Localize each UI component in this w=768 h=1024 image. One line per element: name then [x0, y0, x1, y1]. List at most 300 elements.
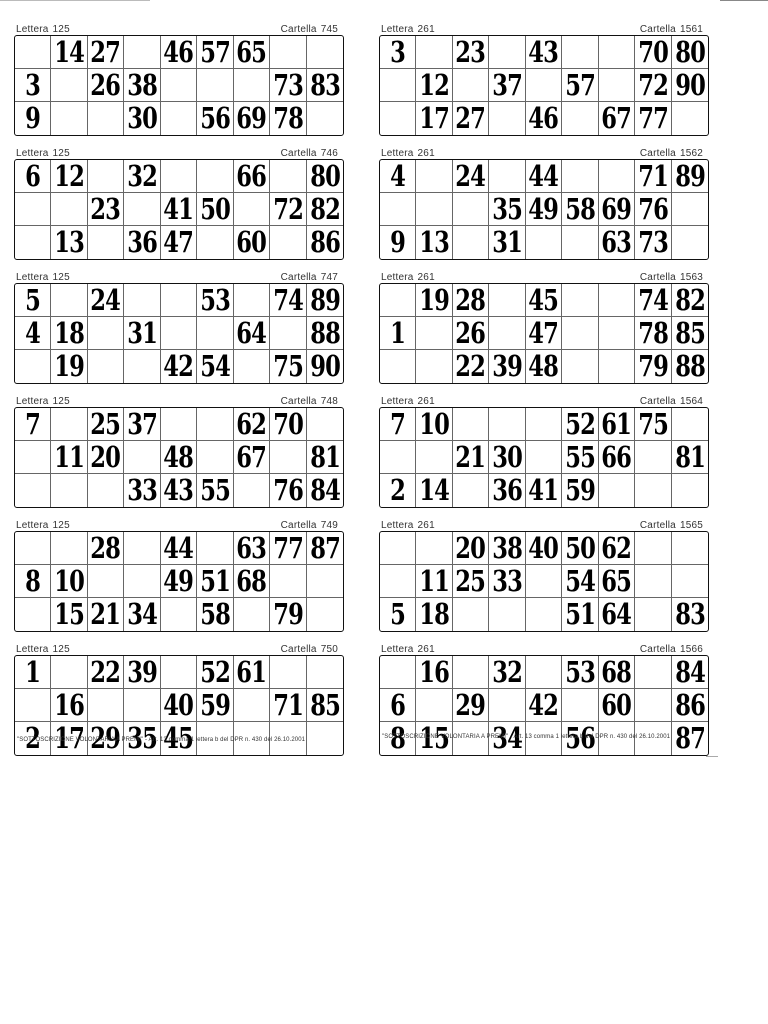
grid-cell	[416, 474, 452, 507]
card-header	[14, 642, 344, 655]
grid-cell	[161, 102, 197, 135]
grid-cell	[307, 656, 343, 689]
cell-number: 16	[419, 656, 450, 689]
grid-cell	[562, 284, 598, 317]
grid-cell	[672, 598, 708, 631]
grid-cell	[88, 689, 124, 722]
number-grid	[379, 283, 709, 384]
grid-cell	[599, 193, 635, 226]
grid-cell	[88, 656, 124, 689]
cell-number: 18	[419, 598, 450, 631]
grid-cell	[124, 689, 160, 722]
cell-number: 9	[390, 226, 406, 259]
grid-cell	[599, 565, 635, 598]
grid-cell	[234, 689, 270, 722]
grid-cell	[672, 565, 708, 598]
card-header	[379, 270, 709, 283]
card-header	[379, 22, 709, 35]
cell-number: 88	[309, 317, 340, 350]
grid-cell	[526, 441, 562, 474]
cell-number: 82	[309, 193, 340, 226]
lettera-value: 125	[52, 520, 70, 531]
grid-cell	[635, 226, 671, 259]
grid-cell	[307, 474, 343, 507]
cell-number: 69	[601, 193, 632, 226]
grid-cell	[635, 532, 671, 565]
cartella-label: Cartella	[639, 644, 676, 655]
grid-cell	[562, 656, 598, 689]
cell-number: 79	[637, 350, 668, 383]
number-grid	[379, 407, 709, 508]
card-header	[379, 518, 709, 531]
grid-cell	[635, 441, 671, 474]
bingo-card	[379, 270, 709, 384]
grid-cell	[489, 408, 525, 441]
lettera-label: Lettera	[16, 24, 49, 35]
grid-cell	[307, 441, 343, 474]
grid-cell	[307, 36, 343, 69]
grid-cell	[15, 565, 51, 598]
grid-cell	[234, 36, 270, 69]
lettera-label: Lettera	[381, 272, 414, 283]
cell-number: 59	[564, 474, 595, 507]
grid-cell	[270, 441, 306, 474]
grid-cell	[88, 474, 124, 507]
grid-cell	[489, 102, 525, 135]
grid-cell	[234, 598, 270, 631]
bingo-card	[379, 394, 709, 508]
cartella-label: Cartella	[280, 24, 317, 35]
grid-cell	[635, 36, 671, 69]
top-edge-rule	[0, 0, 150, 1]
grid-cell	[489, 532, 525, 565]
cell-number: 46	[528, 102, 559, 135]
cartella-label-group	[281, 149, 342, 159]
grid-cell	[453, 69, 489, 102]
grid-cell	[161, 565, 197, 598]
cell-number: 38	[492, 532, 523, 565]
cartella-label: Cartella	[639, 148, 676, 159]
cell-number: 41	[528, 474, 559, 507]
cell-number: 30	[492, 441, 523, 474]
grid-cell	[599, 284, 635, 317]
grid-cell	[124, 102, 160, 135]
cartella-label: Cartella	[280, 644, 317, 655]
cell-number: 55	[564, 441, 595, 474]
cell-number: 20	[455, 532, 486, 565]
grid-cell	[234, 284, 270, 317]
cell-number: 81	[309, 441, 340, 474]
cell-number: 31	[127, 317, 158, 350]
grid-cell	[599, 102, 635, 135]
cell-number: 56	[564, 722, 595, 755]
cell-number: 62	[601, 532, 632, 565]
cell-number: 44	[163, 532, 194, 565]
grid-cell	[124, 565, 160, 598]
grid-cell	[270, 36, 306, 69]
cell-number: 9	[25, 102, 41, 135]
grid-cell	[635, 656, 671, 689]
cell-number: 35	[127, 722, 158, 755]
lettera-label-group	[381, 149, 439, 159]
grid-cell	[635, 350, 671, 383]
cartella-label: Cartella	[639, 396, 676, 407]
grid-cell	[307, 350, 343, 383]
grid-cell	[307, 722, 343, 755]
grid-cell	[270, 69, 306, 102]
grid-cell	[635, 565, 671, 598]
cell-number: 14	[54, 36, 85, 69]
cell-number: 18	[54, 317, 85, 350]
bingo-card	[379, 22, 709, 136]
grid-cell	[599, 408, 635, 441]
cell-number: 25	[90, 408, 121, 441]
cell-number: 26	[90, 69, 121, 102]
grid-cell	[197, 193, 233, 226]
cell-number: 20	[90, 441, 121, 474]
grid-cell	[672, 408, 708, 441]
cell-number: 12	[54, 160, 85, 193]
cell-number: 70	[637, 36, 668, 69]
grid-cell	[453, 350, 489, 383]
grid-cell	[599, 689, 635, 722]
cell-number: 86	[309, 226, 340, 259]
cell-number: 56	[199, 102, 230, 135]
bingo-card	[379, 146, 709, 260]
grid-cell	[88, 193, 124, 226]
grid-cell	[124, 69, 160, 102]
cartella-label-group	[640, 645, 707, 655]
card-header	[379, 146, 709, 159]
footer-note-left: "SOTTOSCRIZIONE VOLONTARIA A PREMI" - Art. 13 comma 1 lettera b del DPR n. 430 del 26.10.2001	[17, 737, 306, 743]
cell-number: 23	[455, 36, 486, 69]
grid-cell	[599, 160, 635, 193]
cell-number: 86	[674, 689, 705, 722]
grid-cell	[562, 69, 598, 102]
grid-cell	[489, 350, 525, 383]
cell-number: 5	[25, 284, 41, 317]
cell-number: 61	[601, 408, 632, 441]
grid-cell	[416, 226, 452, 259]
grid-cell	[88, 317, 124, 350]
grid-cell	[599, 598, 635, 631]
cell-number: 32	[127, 160, 158, 193]
grid-cell	[51, 474, 87, 507]
cell-number: 36	[127, 226, 158, 259]
cell-number: 24	[90, 284, 121, 317]
cartella-label: Cartella	[280, 272, 317, 283]
grid-cell	[380, 193, 416, 226]
cell-number: 47	[528, 317, 559, 350]
cell-number: 78	[637, 317, 668, 350]
grid-cell	[489, 193, 525, 226]
cartella-label-group	[640, 521, 707, 531]
grid-cell	[51, 532, 87, 565]
grid-cell	[453, 102, 489, 135]
grid-cell	[197, 532, 233, 565]
cell-number: 4	[25, 317, 41, 350]
grid-cell	[416, 69, 452, 102]
cell-number: 67	[236, 441, 267, 474]
cell-number: 3	[390, 36, 406, 69]
grid-cell	[635, 160, 671, 193]
grid-cell	[15, 408, 51, 441]
lettera-value: 125	[52, 148, 70, 159]
grid-cell	[51, 689, 87, 722]
grid-cell	[88, 532, 124, 565]
lettera-label-group	[381, 645, 439, 655]
grid-cell	[416, 160, 452, 193]
grid-cell	[562, 565, 598, 598]
cell-number: 70	[272, 408, 303, 441]
cell-number: 43	[528, 36, 559, 69]
grid-cell	[489, 317, 525, 350]
grid-cell	[416, 565, 452, 598]
grid-cell	[88, 226, 124, 259]
cell-number: 50	[564, 532, 595, 565]
cell-number: 52	[199, 656, 230, 689]
cell-number: 54	[199, 350, 230, 383]
grid-cell	[124, 408, 160, 441]
grid-cell	[307, 408, 343, 441]
grid-cell	[672, 474, 708, 507]
grid-cell	[270, 350, 306, 383]
grid-cell	[197, 317, 233, 350]
cell-number: 13	[54, 226, 85, 259]
cell-number: 28	[455, 284, 486, 317]
grid-cell	[562, 350, 598, 383]
lettera-label: Lettera	[16, 396, 49, 407]
cell-number: 22	[90, 656, 121, 689]
cell-number: 15	[54, 598, 85, 631]
grid-cell	[124, 474, 160, 507]
grid-cell	[562, 532, 598, 565]
grid-cell	[51, 317, 87, 350]
cell-number: 50	[199, 193, 230, 226]
grid-cell	[380, 689, 416, 722]
grid-cell	[15, 441, 51, 474]
cell-number: 26	[455, 317, 486, 350]
cell-number: 49	[163, 565, 194, 598]
cell-number: 83	[674, 598, 705, 631]
grid-cell	[526, 69, 562, 102]
cell-number: 58	[199, 598, 230, 631]
grid-cell	[270, 598, 306, 631]
number-grid	[379, 159, 709, 260]
cell-number: 6	[25, 160, 41, 193]
grid-cell	[51, 408, 87, 441]
cell-number: 76	[637, 193, 668, 226]
cell-number: 13	[419, 226, 450, 259]
grid-cell	[599, 69, 635, 102]
cell-number: 14	[419, 474, 450, 507]
grid-cell	[197, 36, 233, 69]
lettera-label: Lettera	[16, 272, 49, 283]
number-grid	[379, 531, 709, 632]
cell-number: 35	[492, 193, 523, 226]
cell-number: 83	[309, 69, 340, 102]
cell-number: 25	[455, 565, 486, 598]
cartella-value: 750	[320, 644, 338, 655]
cartella-label-group	[281, 521, 342, 531]
cell-number: 8	[390, 722, 406, 755]
cell-number: 8	[25, 565, 41, 598]
lettera-value: 125	[52, 396, 70, 407]
grid-cell	[416, 532, 452, 565]
grid-cell	[307, 532, 343, 565]
grid-cell	[270, 656, 306, 689]
grid-cell	[380, 284, 416, 317]
grid-cell	[88, 598, 124, 631]
grid-cell	[51, 226, 87, 259]
cartella-label-group	[640, 273, 707, 283]
grid-cell	[489, 656, 525, 689]
grid-cell	[380, 532, 416, 565]
grid-cell	[234, 532, 270, 565]
cell-number: 28	[90, 532, 121, 565]
grid-cell	[453, 36, 489, 69]
cell-number: 42	[163, 350, 194, 383]
grid-cell	[453, 284, 489, 317]
grid-cell	[88, 408, 124, 441]
grid-cell	[197, 598, 233, 631]
grid-cell	[234, 474, 270, 507]
grid-cell	[453, 598, 489, 631]
cell-number: 80	[309, 160, 340, 193]
grid-cell	[453, 441, 489, 474]
cell-number: 30	[127, 102, 158, 135]
card-header	[14, 22, 344, 35]
grid-cell	[51, 598, 87, 631]
grid-cell	[161, 226, 197, 259]
cell-number: 55	[199, 474, 230, 507]
grid-cell	[635, 102, 671, 135]
cartella-label-group	[281, 273, 342, 283]
grid-cell	[234, 441, 270, 474]
cell-number: 57	[199, 36, 230, 69]
lettera-label-group	[381, 521, 439, 531]
grid-cell	[672, 284, 708, 317]
grid-cell	[161, 193, 197, 226]
cell-number: 63	[601, 226, 632, 259]
cell-number: 11	[419, 565, 450, 598]
grid-cell	[635, 474, 671, 507]
grid-cell	[307, 193, 343, 226]
cell-number: 53	[564, 656, 595, 689]
number-grid	[379, 35, 709, 136]
grid-cell	[234, 565, 270, 598]
lettera-value: 261	[417, 272, 435, 283]
cell-number: 57	[564, 69, 595, 102]
grid-cell	[489, 689, 525, 722]
grid-cell	[124, 656, 160, 689]
cell-number: 45	[163, 722, 194, 755]
grid-cell	[489, 160, 525, 193]
cell-number: 72	[637, 69, 668, 102]
cell-number: 80	[674, 36, 705, 69]
grid-cell	[15, 102, 51, 135]
grid-cell	[15, 532, 51, 565]
grid-cell	[635, 689, 671, 722]
cartella-value: 747	[320, 272, 338, 283]
grid-cell	[270, 284, 306, 317]
grid-cell	[672, 226, 708, 259]
grid-cell	[234, 226, 270, 259]
cell-number: 64	[601, 598, 632, 631]
grid-cell	[416, 656, 452, 689]
grid-cell	[51, 656, 87, 689]
bingo-card	[379, 518, 709, 632]
grid-cell	[197, 160, 233, 193]
grid-cell	[416, 350, 452, 383]
cell-number: 3	[25, 69, 41, 102]
grid-cell	[88, 160, 124, 193]
grid-cell	[197, 474, 233, 507]
cell-number: 67	[601, 102, 632, 135]
grid-cell	[51, 441, 87, 474]
cartella-label-group	[281, 645, 342, 655]
cartella-label-group	[640, 397, 707, 407]
cell-number: 52	[564, 408, 595, 441]
grid-cell	[453, 408, 489, 441]
cell-number: 11	[54, 441, 85, 474]
grid-cell	[161, 317, 197, 350]
cell-number: 5	[390, 598, 406, 631]
grid-cell	[88, 284, 124, 317]
grid-cell	[15, 689, 51, 722]
grid-cell	[197, 69, 233, 102]
lettera-label-group	[16, 25, 74, 35]
cell-number: 64	[236, 317, 267, 350]
grid-cell	[599, 36, 635, 69]
lettera-label: Lettera	[381, 520, 414, 531]
cartella-label: Cartella	[280, 396, 317, 407]
cell-number: 78	[272, 102, 303, 135]
grid-cell	[380, 598, 416, 631]
cell-number: 38	[127, 69, 158, 102]
lettera-label: Lettera	[381, 644, 414, 655]
grid-cell	[526, 532, 562, 565]
cartella-value: 1562	[679, 148, 703, 159]
grid-cell	[15, 317, 51, 350]
cell-number: 69	[236, 102, 267, 135]
number-grid	[379, 655, 709, 756]
grid-cell	[562, 317, 598, 350]
grid-cell	[672, 317, 708, 350]
grid-cell	[489, 598, 525, 631]
grid-cell	[635, 598, 671, 631]
grid-cell	[161, 441, 197, 474]
grid-cell	[15, 284, 51, 317]
cell-number: 7	[390, 408, 406, 441]
grid-cell	[51, 102, 87, 135]
grid-cell	[234, 102, 270, 135]
number-grid	[14, 283, 344, 384]
cell-number: 34	[127, 598, 158, 631]
lettera-value: 261	[417, 644, 435, 655]
lettera-label-group	[16, 645, 74, 655]
cell-number: 59	[199, 689, 230, 722]
cell-number: 45	[528, 284, 559, 317]
grid-cell	[307, 160, 343, 193]
grid-cell	[562, 408, 598, 441]
right-card-column	[379, 22, 709, 766]
grid-cell	[672, 69, 708, 102]
grid-cell	[15, 598, 51, 631]
grid-cell	[562, 689, 598, 722]
grid-cell	[15, 36, 51, 69]
grid-cell	[416, 598, 452, 631]
